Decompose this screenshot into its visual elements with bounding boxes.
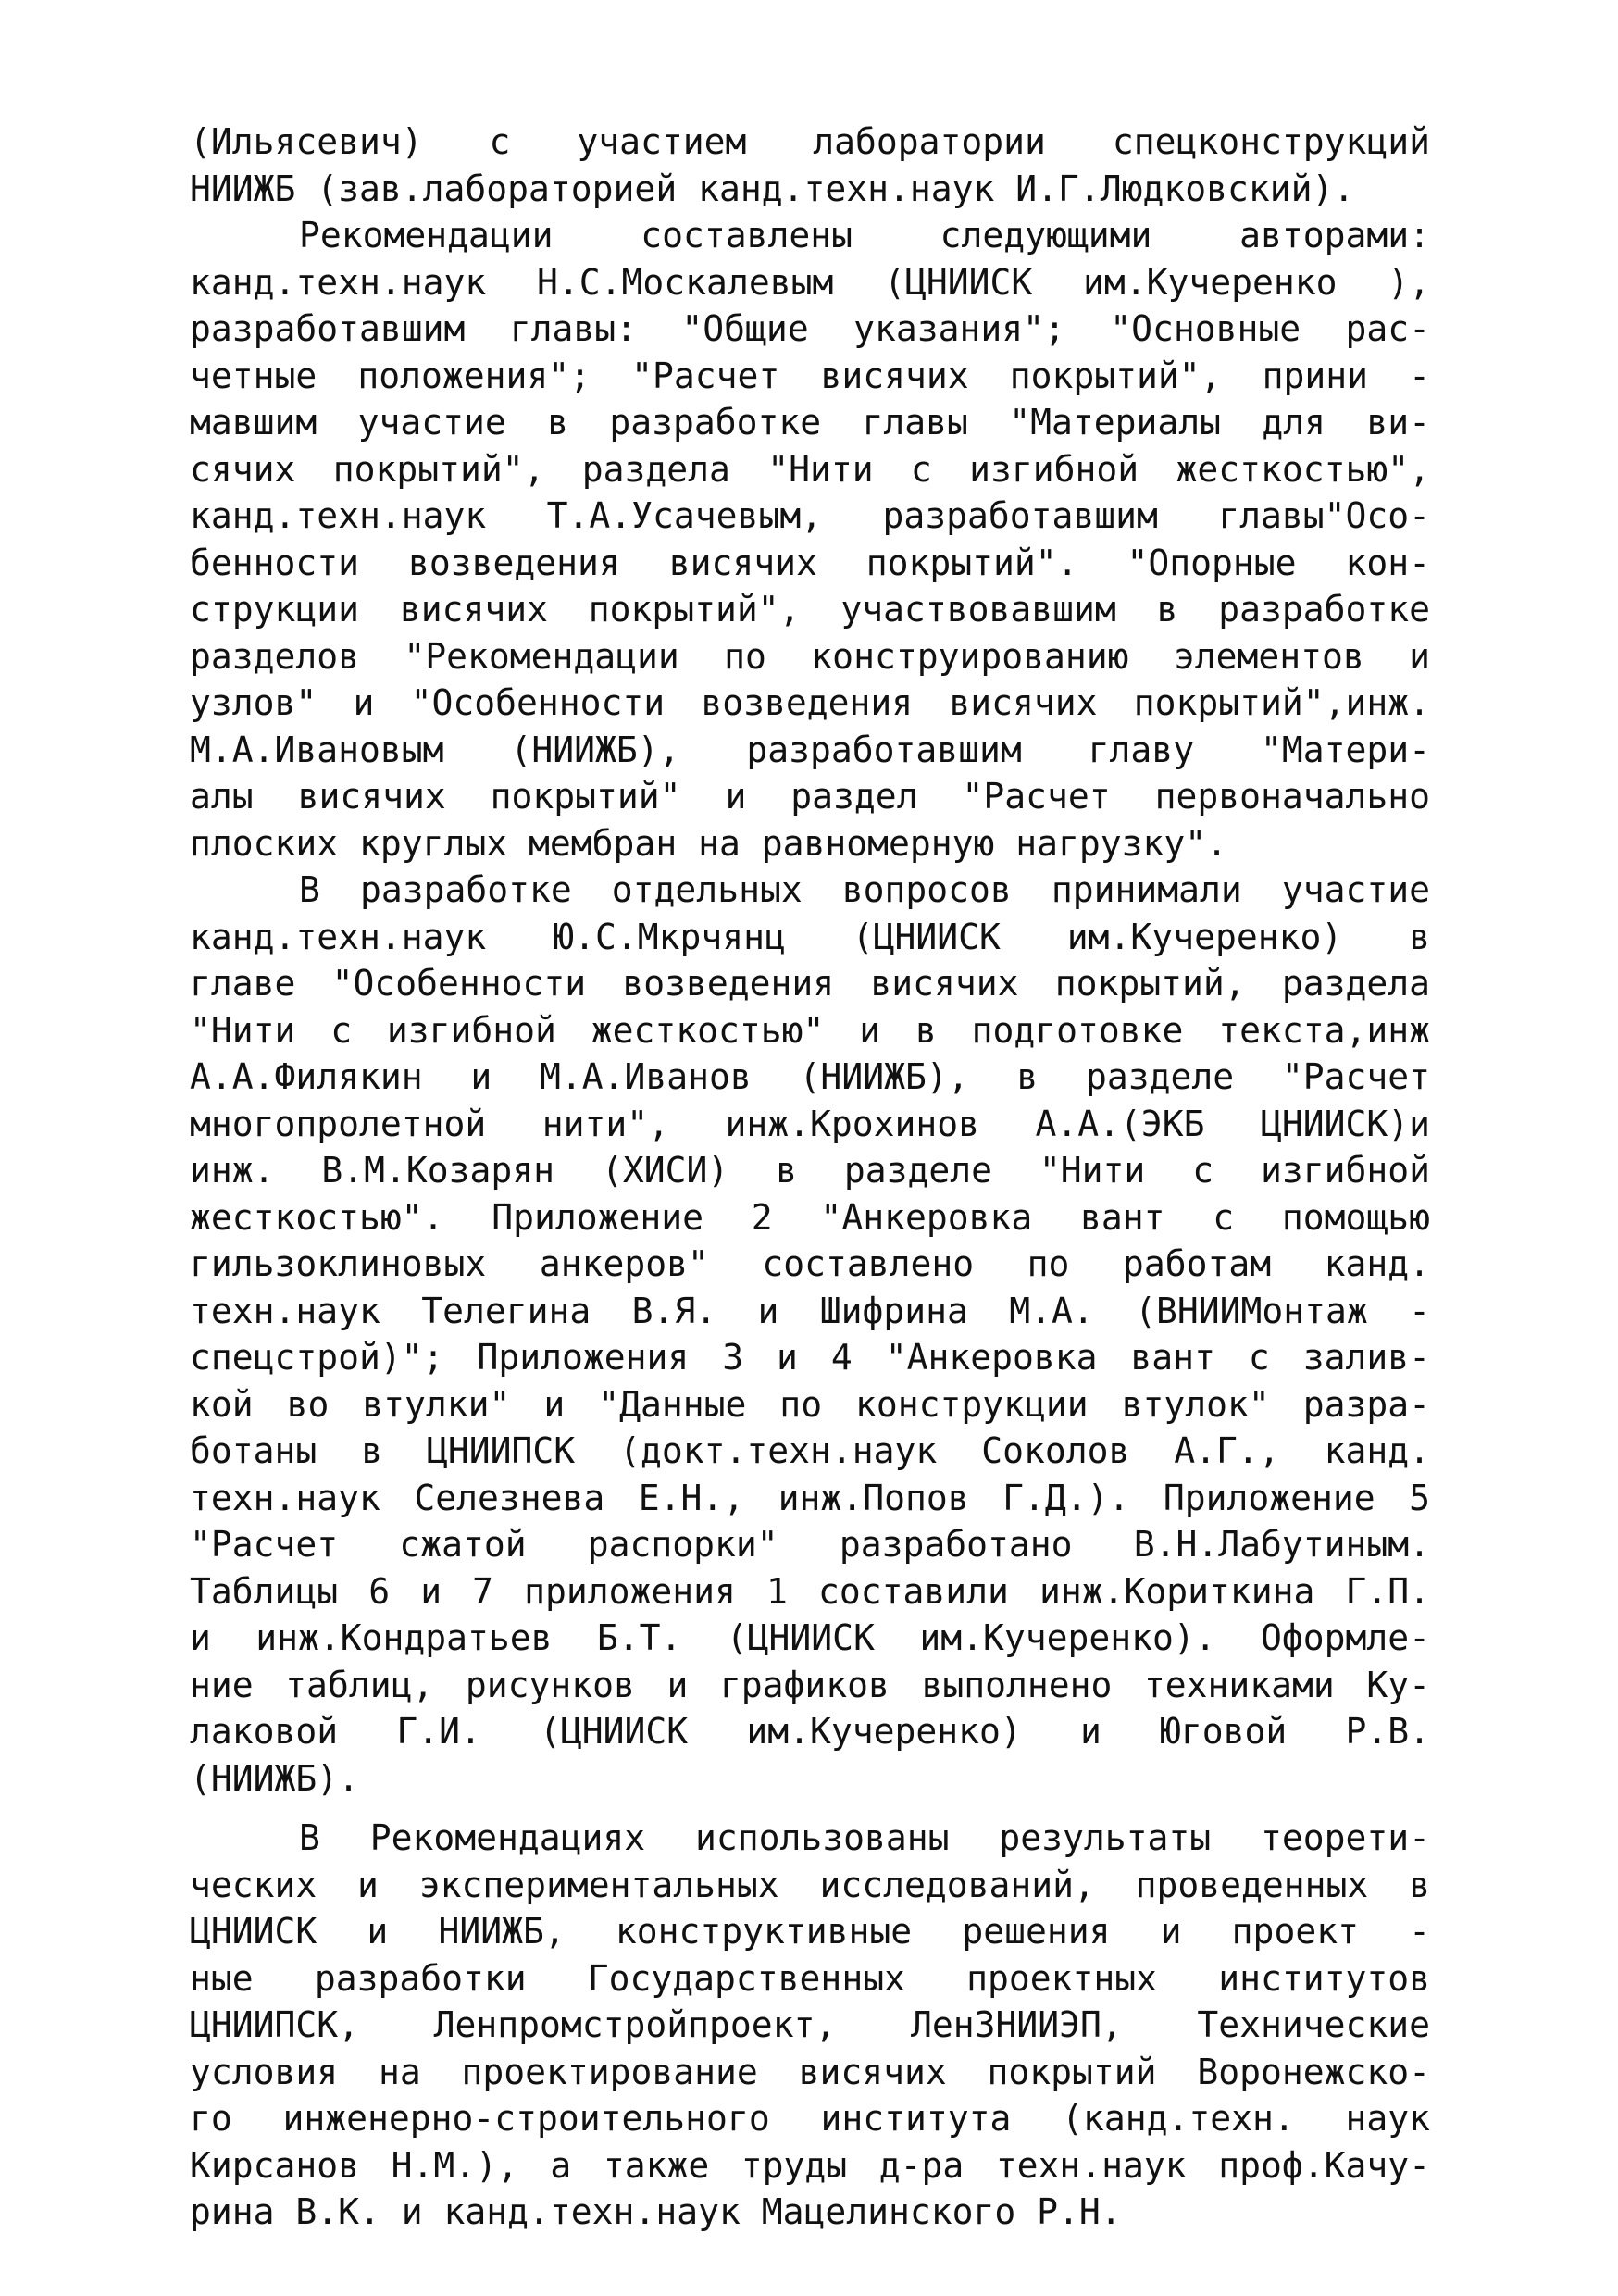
text-line: разработавшим главы: "Общие указания"; "Основные рас-	[190, 308, 1430, 349]
text-line: ботаны в ЦНИИПСК (докт.техн.наук Соколов А.Г., канд.	[190, 1430, 1430, 1471]
text-line: бенности возведения висячих покрытий". "Опорные кон-	[190, 542, 1430, 583]
text-line: канд.техн.наук Н.С.Москалевым (ЦНИИСК им.Кучеренко ),	[190, 261, 1430, 303]
text-line: Кирсанов Н.М.), а также труды д-ра техн.наук проф.Качу-	[190, 2144, 1430, 2186]
text-line: и инж.Кондратьев Б.Т. (ЦНИИСК им.Кучеренко). Оформле-	[190, 1617, 1430, 1658]
paragraph-authors	[190, 212, 1430, 867]
text-line: канд.техн.наук Ю.С.Мкрчянц (ЦНИИСК им.Кучеренко) в	[190, 916, 1430, 957]
text-line: (Ильясевич) с участием лаборатории спецконструкций	[190, 121, 1430, 162]
text-line: "Нити с изгибной жесткостью" и в подготовке текста,инж	[190, 1009, 1430, 1051]
text-line: ние таблиц, рисунков и графиков выполнено техниками Ку-	[190, 1664, 1430, 1705]
text-line: жесткостью". Приложение 2 "Анкеровка вант с помощью	[190, 1196, 1430, 1238]
text-line: многопролетной нити", инж.Крохинов А.А.(ЭКБ ЦНИИСК)и	[190, 1103, 1430, 1144]
text-line: плоских круглых мембран на равномерную нагрузку".	[190, 822, 1228, 864]
text-line: ные разработки Государственных проектных институтов	[190, 1957, 1430, 1999]
text-line: ЦНИИСК и НИИЖБ, конструктивные решения и проект -	[190, 1911, 1430, 1952]
text-line: рина В.К. и канд.техн.наук Мацелинского Р.Н.	[190, 2191, 1122, 2232]
text-line: инж. В.М.Козарян (ХИСИ) в разделе "Нити с изгибной	[190, 1150, 1430, 1191]
text-line: алы висячих покрытий" и раздел "Расчет первоначально	[190, 776, 1430, 817]
text-line: НИИЖБ (зав.лабораторией канд.техн.наук И.Г.Людковский).	[190, 168, 1355, 209]
text-line: техн.наук Селезнева Е.Н., инж.Попов Г.Д.). Приложение 5	[190, 1477, 1430, 1518]
text-line: канд.техн.наук Т.А.Усачевым, разработавшим главы"Осо-	[190, 495, 1430, 536]
paragraph-intro-continuation	[190, 119, 1430, 212]
text-line: В Рекомендациях использованы результаты теорети-	[299, 1817, 1430, 1858]
paragraph-contributors	[190, 867, 1430, 1802]
text-line: М.А.Ивановым (НИИЖБ), разработавшим главу "Матери-	[190, 729, 1430, 770]
text-line: А.А.Филякин и М.А.Иванов (НИИЖБ), в разделе "Расчет	[190, 1056, 1430, 1097]
text-line: ЦНИИПСК, Ленпромстройпроект, ЛенЗНИИЭП, Технические	[190, 2004, 1430, 2045]
text-line: го инженерно-строительного института (канд.техн. наук	[190, 2098, 1430, 2139]
text-line: условия на проектирование висячих покрытий Воронежско-	[190, 2051, 1430, 2092]
text-line: "Расчет сжатой распорки" разработано В.Н.Лабутиным.	[190, 1524, 1430, 1565]
body-text	[190, 119, 1430, 2236]
text-line: узлов" и "Особенности возведения висячих покрытий",инж.	[190, 682, 1430, 723]
text-line: В разработке отдельных вопросов принимали участие	[299, 869, 1430, 910]
text-line: мавшим участие в разработке главы "Материалы для ви-	[190, 402, 1430, 443]
text-line: Рекомендации составлены следующими авторами:	[299, 215, 1430, 256]
text-line: (НИИЖБ).	[190, 1757, 360, 1799]
text-line: главе "Особенности возведения висячих покрытий, раздела	[190, 963, 1430, 1004]
text-line: спецстрой)"; Приложения 3 и 4 "Анкеровка вант с залив-	[190, 1337, 1430, 1378]
text-line: Таблицы 6 и 7 приложения 1 составили инж.Кориткина Г.П.	[190, 1570, 1430, 1612]
text-line: разделов "Рекомендации по конструированию элементов и	[190, 635, 1430, 677]
text-line: ческих и экспериментальных исследований, проведенных в	[190, 1864, 1430, 1905]
text-line: техн.наук Телегина В.Я. и Шифрина М.А. (ВНИИМонтаж -	[190, 1290, 1430, 1331]
text-line: кой во втулки" и "Данные по конструкции втулок" разра-	[190, 1383, 1430, 1425]
text-line: четные положения"; "Расчет висячих покрытий", прини -	[190, 355, 1430, 396]
text-line: лаковой Г.И. (ЦНИИСК им.Кучеренко) и Юговой Р.В.	[190, 1711, 1430, 1752]
text-line: гильзоклиновых анкеров" составлено по работам канд.	[190, 1243, 1430, 1284]
paragraph-sources	[190, 1815, 1430, 2236]
text-line: сячих покрытий", раздела "Нити с изгибной жесткостью",	[190, 448, 1430, 490]
paragraph-spacer	[190, 1802, 1430, 1815]
text-line: струкции висячих покрытий", участвовавшим в разработке	[190, 589, 1430, 630]
